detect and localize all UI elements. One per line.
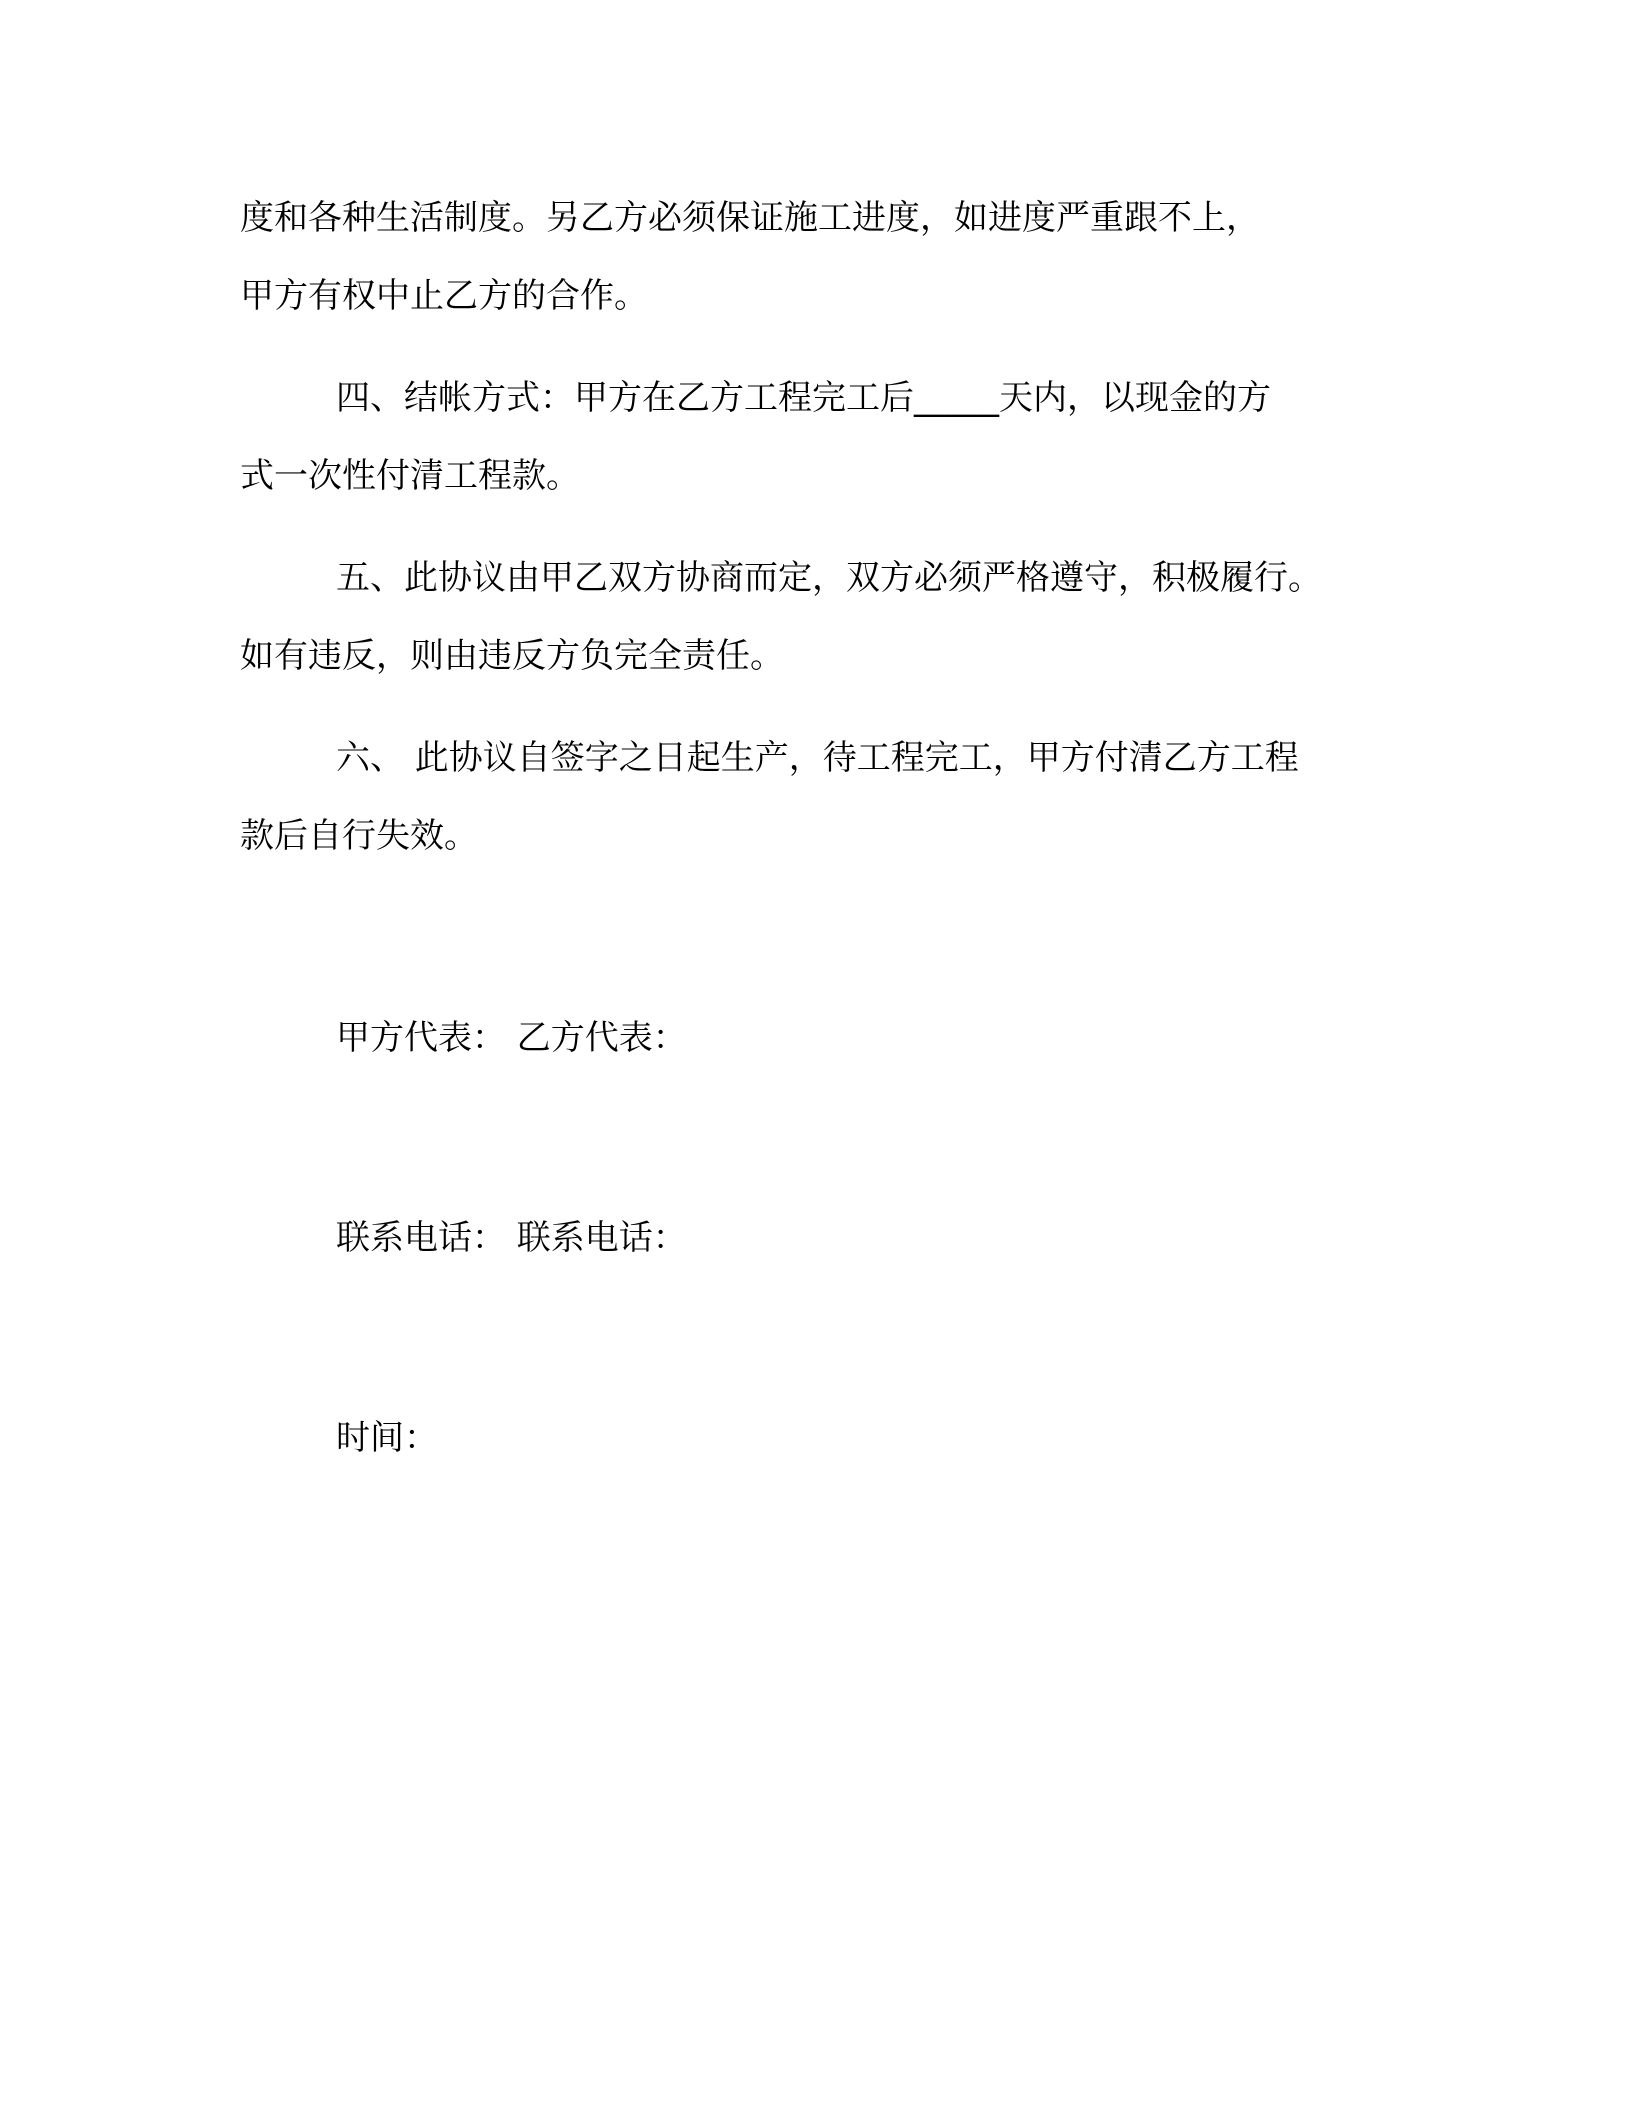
signature-time: 时间： (336, 1418, 438, 1458)
signature-representatives: 甲方代表： 乙方代表： (336, 1018, 687, 1058)
clause-4-line-1: 四、结帐方式：甲方在乙方工程完工后_____天内，以现金的方 (336, 378, 1271, 418)
clause-6-line-2: 款后自行失效。 (240, 816, 478, 856)
paragraph-3-line-2: 甲方有权中止乙方的合作。 (240, 276, 648, 316)
signature-phones: 联系电话： 联系电话： (336, 1218, 687, 1258)
paragraph-3-line-1: 度和各种生活制度。另乙方必须保证施工进度，如进度严重跟不上， (240, 198, 1260, 238)
clause-4-line-2: 式一次性付清工程款。 (240, 456, 580, 496)
clause-6-line-1: 六、 此协议自签字之日起生产，待工程完工，甲方付清乙方工程 (336, 738, 1299, 778)
clause-5-line-1: 五、此协议由甲乙双方协商而定，双方必须严格遵守，积极履行。 (336, 558, 1322, 598)
clause-5-line-2: 如有违反，则由违反方负完全责任。 (240, 636, 784, 676)
